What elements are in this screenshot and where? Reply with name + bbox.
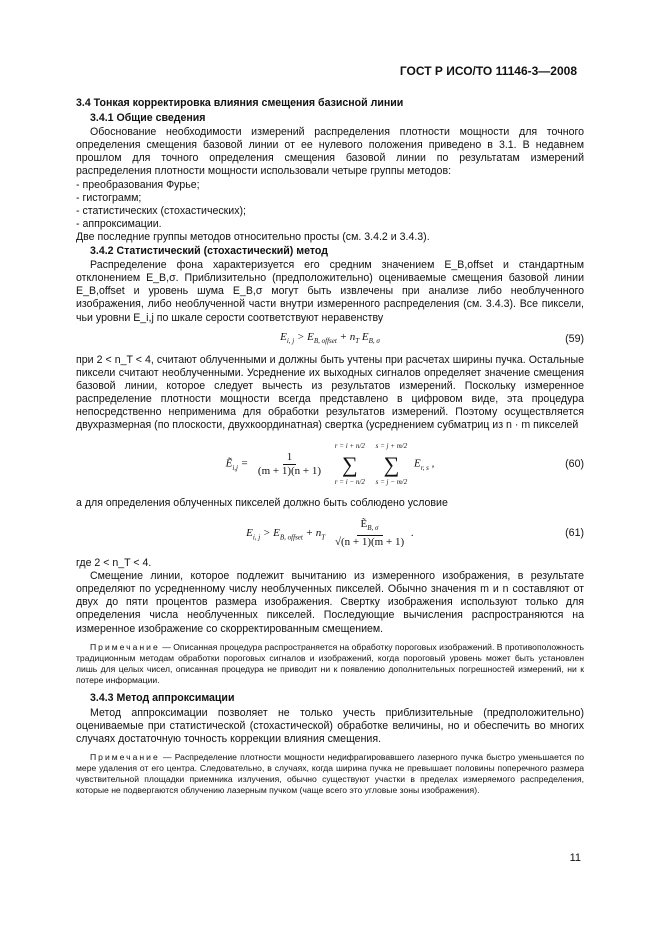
- method-list: [76, 179, 584, 231]
- body-text: [76, 97, 584, 803]
- standard-header: ГОСТ Р ИСО/ТО 11146-3—2008: [399, 64, 577, 78]
- subsection-heading-3-4-2: 3.4.2 Статистический (стохастический) метод: [90, 245, 328, 258]
- note-label: Примечание: [90, 751, 160, 762]
- equation-number: (61): [565, 526, 584, 539]
- equation-60: [76, 440, 584, 488]
- note-text: — Описанная процедура распространяется на обработку пороговых изображений. В противоположность традиционным методам обработки пороговых сигналов и изображений, когда пороговый уровень может быть установлен лишь для целых чисел, описанная процедура не приводит ни к появлению дополнительных погрешностей измерений, ни к потере информации.: [76, 641, 584, 686]
- note: [76, 642, 584, 687]
- section-heading: 3.4 Тонкая корректировка влияния смещения базисной линии: [76, 97, 404, 109]
- equation-body: $E_{i, j} > E_{B, offset} + n_T$ $\frac{Ẽ_{B, \sigma}}{√(n + 1)(m + 1)}$ .: [246, 517, 414, 548]
- paragraph: где 2 < n_T < 4.: [76, 557, 152, 570]
- note: [76, 752, 584, 797]
- page-number: 11: [569, 852, 581, 864]
- equation-61: [76, 518, 584, 549]
- paragraph: при 2 < n_T < 4, считают облученными и должны быть учтены при расчетах ширины пучка. Остальные пиксели считают необлученными. Усреднение их выходных сигналов определяет значение смещения базовой линии, которое следует вычесть из результатов измерений. Поскольку измеренное распределение плотности мощности всегда представлено в цифровом виде, эта процедура непосредственно неприменима для обработки результатов измерений. Поэтому осуществляется двухразмерная (по плоскости, двухкоординатная) свертка (усреднением субматриц из n · m пикселей: [76, 353, 584, 432]
- subsection-heading-3-4-1: 3.4.1 Общие сведения: [90, 112, 206, 125]
- subsection-heading-3-4-3: 3.4.3 Метод аппроксимации: [90, 692, 235, 705]
- equation-body: Ẽ$_{i,j}$ = $\frac{1}{(m + 1)(n + 1)}$ r = i + n/2 ∑ r = i − n/2 s = j + m/2 ∑ s = j − m/2 $E_{r, s}$ ,: [225, 442, 435, 486]
- list-item: - аппроксимации.: [76, 217, 162, 230]
- equation-number: (59): [565, 332, 584, 345]
- list-item: - гистограмм;: [76, 191, 142, 204]
- list-item: - статистических (стохастических);: [76, 204, 246, 217]
- note-label: Примечание: [90, 641, 160, 652]
- paragraph: а для определения облученных пикселей должно быть соблюдено условие: [76, 496, 448, 509]
- paragraph: Метод аппроксимации позволяет не только учесть приблизительные (предположительно) оцениваемые при статистической (стохастической) обработке величины, но и обеспечить во многих случаях достаточную точность коррекции влияния смещения.: [76, 706, 584, 745]
- paragraph: Две последние группы методов относительно просты (см. 3.4.2 и 3.4.3).: [76, 230, 430, 243]
- paragraph: Смещение линии, которое подлежит вычитанию из измеренного изображения, в результате определяют по усредненному числу необлученных пикселей. Обычно значения m и n составляют от двух до пяти процентов размера изображения. Свертку изображения используют только для определения числа необлученных пикселей. Последующие вычисления распространяются на измеренное изображение со скорректированным смещением.: [76, 570, 584, 635]
- equation-body: $E_{i, j} > E_{B, offset} + n_T$ $E_{B, \sigma}$: [280, 330, 380, 345]
- list-item: - преобразования Фурье;: [76, 178, 200, 191]
- paragraph: Обоснование необходимости измерений распределения плотности мощности для точного определения смещения базовой линии от ее нулевого положения приведено в 3.1. В недавнем прошлом для точного определения смещения базовой линии по результатам измерений распределения плотности мощности использовали четыре группы методов:: [76, 126, 584, 178]
- note-text: — Распределение плотности мощности недифрагировавшего лазерного пучка быстро уменьшается по мере удаления от его центра. Следовательно, в случаях, когда ширина пучка не превышает половины поперечного размера чувствительной площадки приемника излучения, обычно существуют участки в пределах измеряемого распределения, которые не подвергаются облучению лазерным пучком (чаще всего это угловые зоны изображения).: [76, 751, 584, 796]
- equation-number: (60): [565, 457, 584, 470]
- equation-59: [76, 331, 584, 348]
- paragraph: Распределение фона характеризуется его средним значением E_B,offset и стандартным отклонением E_B,σ. Приблизительно (предположительно) оцениваемые смещения базовой линии E_B,offset и уровень шума E_B,σ могут быть извлечены при анализе либо необлученного изображения, либо необлученной части внутри измеренного распределения (см. 3.4.3). Все пиксели, чьи уровни E_i,j по шкале серости соответствуют неравенству: [76, 259, 584, 324]
